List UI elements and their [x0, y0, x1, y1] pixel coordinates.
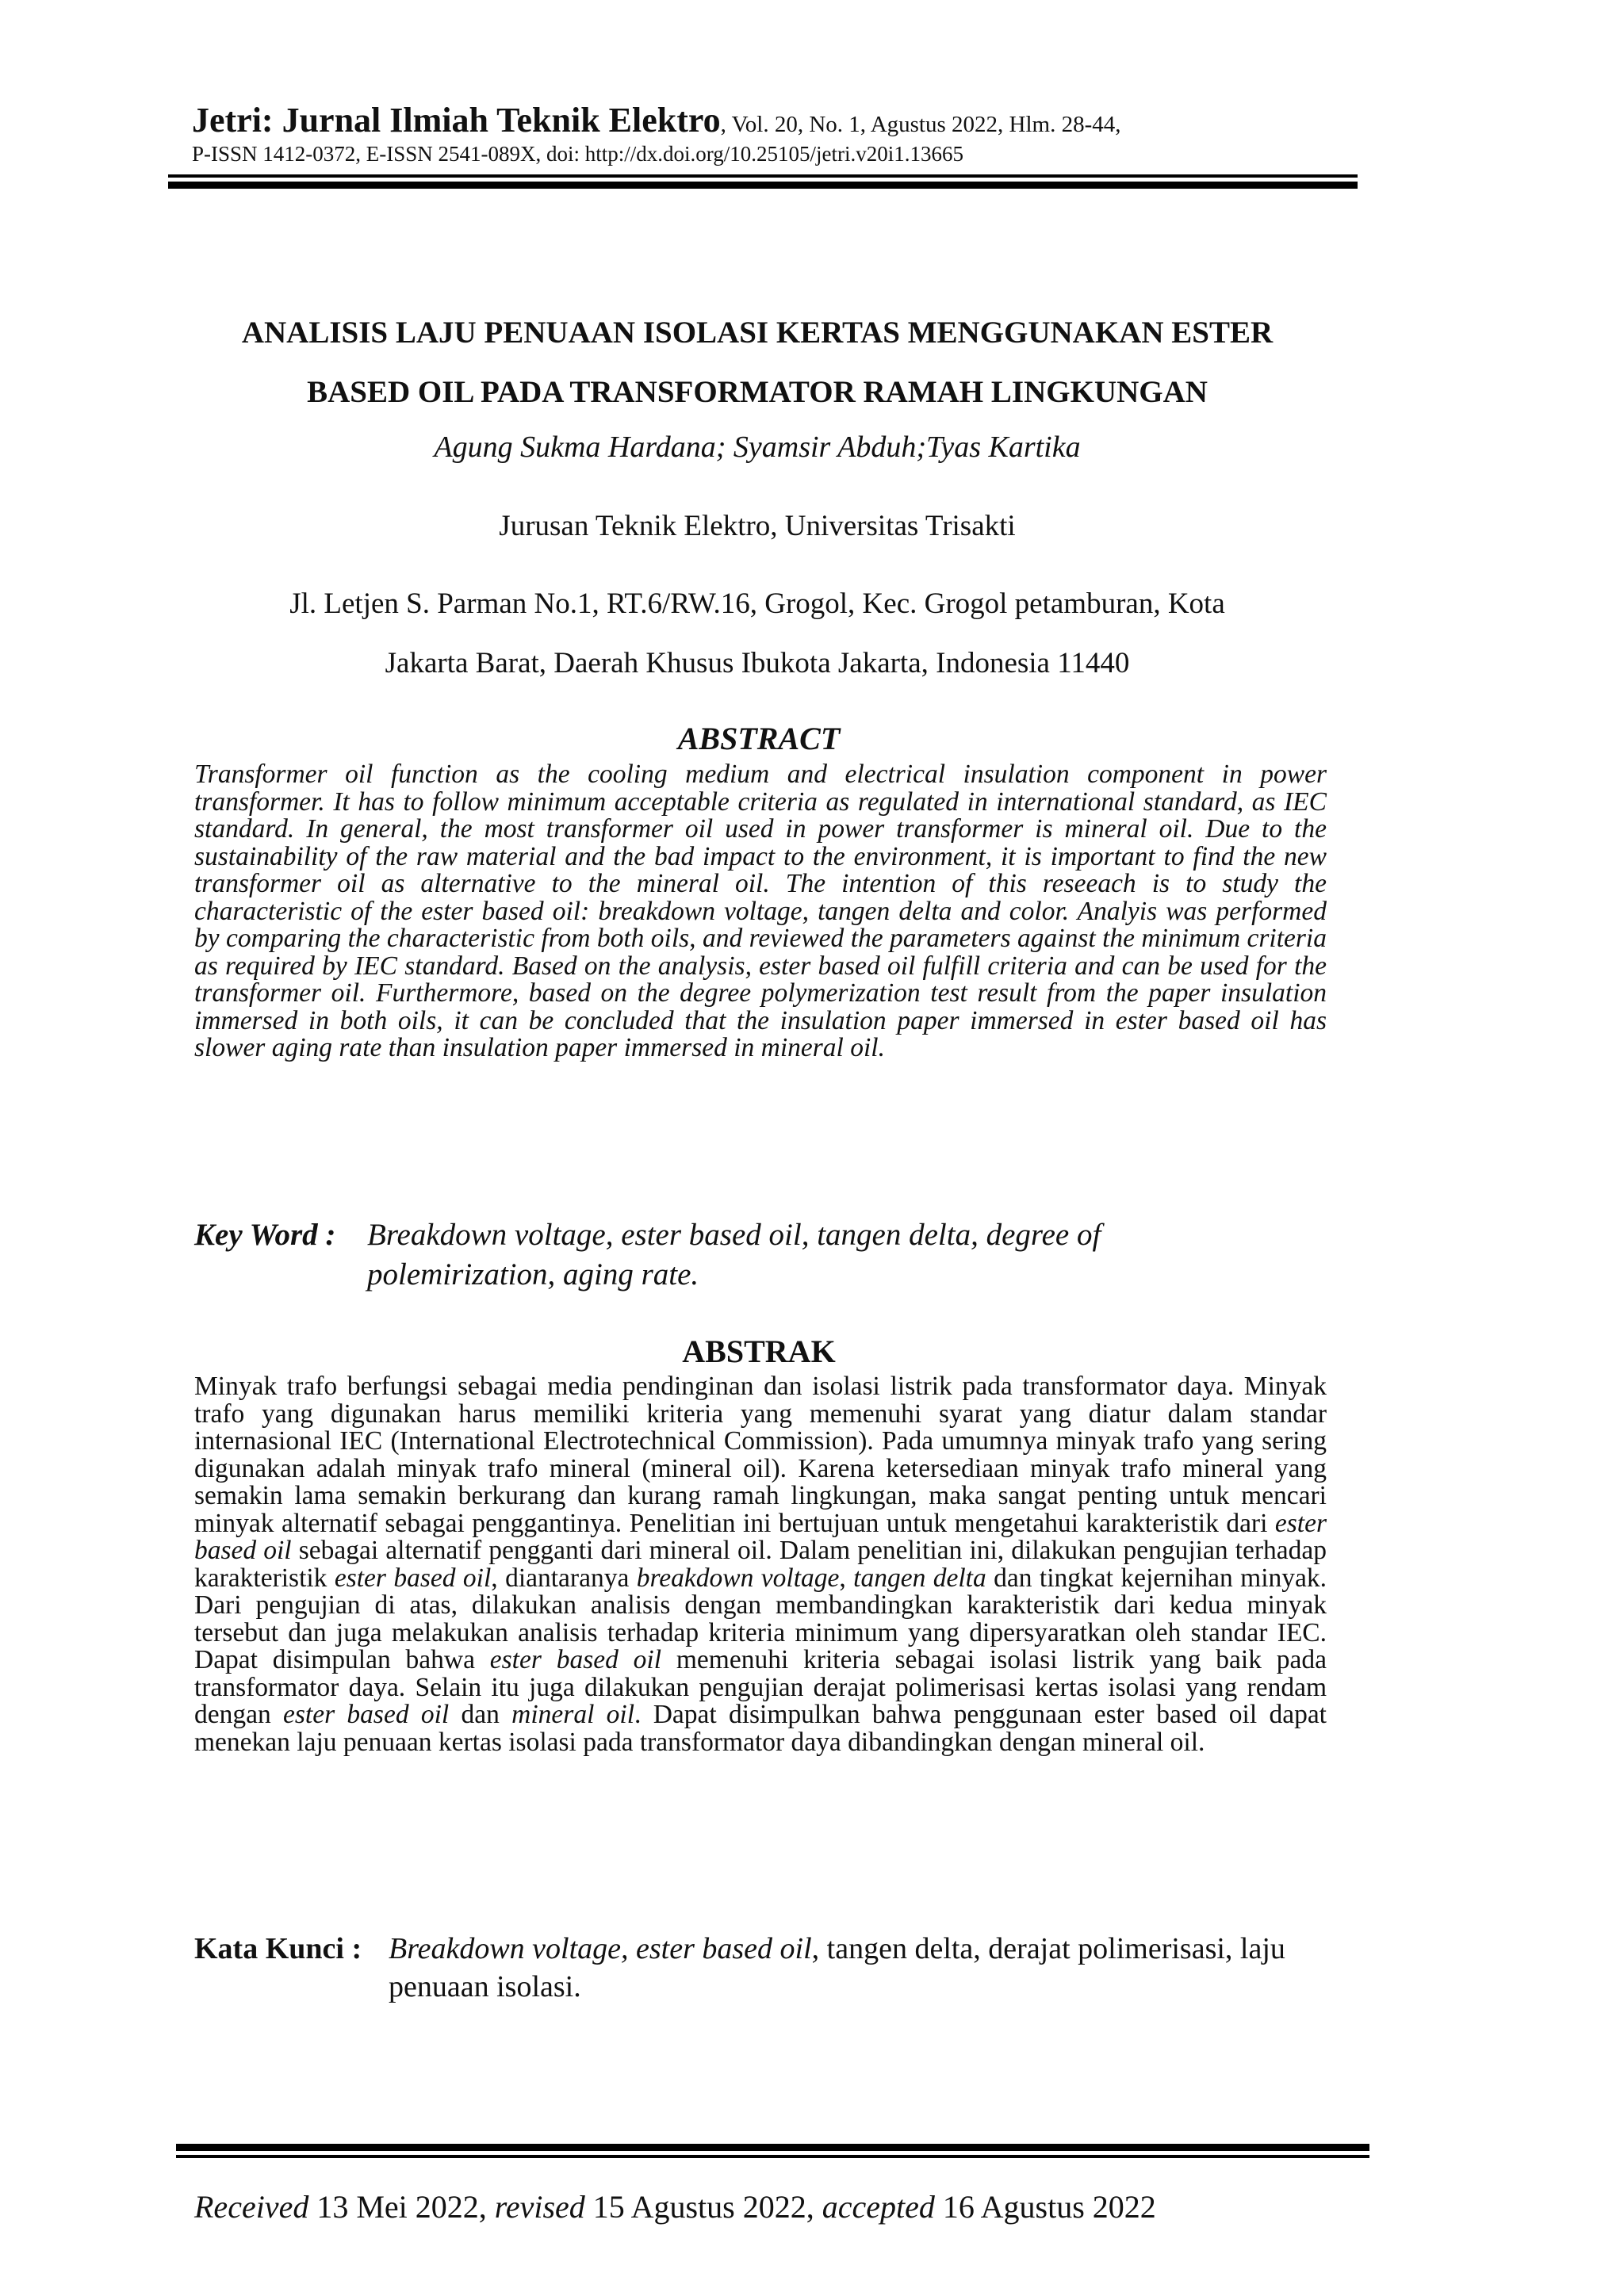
- accepted-label: accepted: [822, 2189, 935, 2225]
- abstract-text: Transformer oil function as the cooling medium and electrical insulation component in power transformer. It has to follow minimum acceptable criteria as regulated in international standard, as IEC standard. In general, the most transformer oil used in power transformer is mineral oil. Due to the sustainability of the raw material and the bad impact to the environment, it is important to find the new transformer oil as alternative to the mineral oil. The intention of this reseeach is to study the characteristic of the ester based oil: breakdown voltage, tangen delta and color. Analyis was performed by comparing the characteristic from both oils, and reviewed the parameters against the minimum criteria as required by IEC standard. Based on the analysis, ester based oil fulfill criteria and can be used for the transformer oil. Furthermore, based on the degree polymerization test result from the paper insulation immersed in both oils, it can be concluded that the insulation paper immersed in ester based oil has slower aging rate than insulation paper immersed in mineral oil.: [194, 760, 1327, 1062]
- kata-kunci-text: Breakdown voltage, ester based oil, tangen delta, derajat polimerisasi, laju penuaan isolasi.: [389, 1932, 1285, 2003]
- paper-authors: Agung Sukma Hardana; Syamsir Abduh;Tyas Kartika: [434, 430, 1081, 464]
- journal-citation-line: [192, 100, 1121, 140]
- paper-title-line-2: BASED OIL PADA TRANSFORMATOR RAMAH LINGKUNGAN: [307, 375, 1208, 409]
- affiliation-address-line-2: Jakarta Barat, Daerah Khusus Ibukota Jakarta, Indonesia 11440: [385, 647, 1130, 679]
- footer-rule-thick: [176, 2144, 1369, 2151]
- abstrak-heading: ABSTRAK: [682, 1334, 836, 1369]
- journal-issue: , Vol. 20, No. 1, Agustus 2022, Hlm. 28-44,: [720, 112, 1121, 137]
- keywords-block: [194, 1215, 1224, 1295]
- revised-label: revised: [494, 2189, 585, 2225]
- header-rule-thick: [168, 182, 1358, 189]
- paper-title-line-1: ANALISIS LAJU PENUAAN ISOLASI KERTAS MENGGUNAKAN ESTER: [241, 316, 1274, 350]
- received-label: Received: [194, 2189, 309, 2225]
- affiliation-department: Jurusan Teknik Elektro, Universitas Trisakti: [499, 510, 1016, 542]
- keywords-text: Breakdown voltage, ester based oil, tangen delta, degree of polemirization, aging rate.: [367, 1218, 1101, 1292]
- journal-name: Jetri: Jurnal Ilmiah Teknik Elektro: [192, 101, 721, 140]
- kata-kunci-label: Kata Kunci: [194, 1932, 344, 1965]
- abstract-heading: ABSTRACT: [677, 721, 841, 756]
- affiliation-address-line-1: Jl. Letjen S. Parman No.1, RT.6/RW.16, Grogol, Kec. Grogol petamburan, Kota: [289, 587, 1225, 620]
- journal-issn-doi: P-ISSN 1412-0372, E-ISSN 2541-089X, doi: http://dx.doi.org/10.25105/jetri.v20i1.13665: [192, 142, 964, 166]
- header-rule-thin: [168, 174, 1358, 178]
- abstrak-text: Minyak trafo berfungsi sebagai media pendinginan dan isolasi listrik pada transformator daya. Minyak trafo yang digunakan harus memiliki kriteria yang memenuhi syarat yang diatur dalam standar internasional IEC (International Electrotechnical Commission). Pada umumnya minyak trafo yang sering digunakan adalah minyak trafo mineral (mineral oil). Karena ketersediaan minyak trafo mineral yang semakin lama semakin berkurang dan kurang ramah lingkungan, maka sangat penting untuk mencari minyak alternatif sebagai penggantinya. Penelitian ini bertujuan untuk mengetahui karakteristik dari ester based oil sebagai alternatif pengganti dari mineral oil. Dalam penelitian ini, dilakukan pengujian terhadap karakteristik ester based oil, diantaranya breakdown voltage, tangen delta dan tingkat kejernihan minyak. Dari pengujian di atas, dilakukan analisis dengan membandingkan karakteristik dari kedua minyak tersebut dan juga melakukan analisis terhadap kriteria minimum yang dipersyaratkan oleh standar IEC. Dapat disimpulan bahwa ester based oil memenuhi kriteria sebagai isolasi listrik yang baik pada transformator daya. Selain itu juga dilakukan pengujian derajat polimerisasi kertas isolasi yang rendam dengan ester based oil dan mineral oil. Dapat disimpulkan bahwa penggunaan ester based oil dapat menekan laju penuaan kertas isolasi pada transformator daya dibandingkan dengan mineral oil.: [194, 1372, 1327, 1757]
- kata-kunci-block: Kata Kunci :Breakdown voltage, ester based oil, tangen delta, derajat polimerisasi, laju penuaan isolasi.: [194, 1930, 1293, 2006]
- submission-dates: Received 13 Mei 2022, revised 15 Agustus 2022, accepted 16 Agustus 2022: [194, 2189, 1156, 2225]
- footer-rule-thin: [176, 2155, 1369, 2158]
- keywords-label: Key Word :: [194, 1218, 336, 1252]
